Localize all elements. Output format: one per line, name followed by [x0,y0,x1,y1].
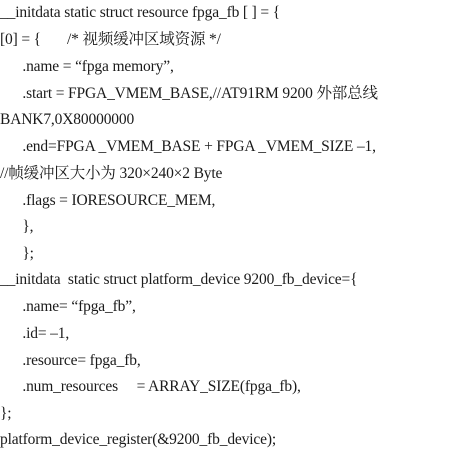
code-line: __initdata static struct resource fpga_fb [ ] = { [0,4,280,21]
code-line: }, [0,218,34,235]
code-line: }; [0,405,12,422]
code-line: .num_resources = ARRAY_SIZE(fpga_fb), [0,378,301,395]
code-line: //帧缓冲区大小为 320×240×2 Byte [0,165,223,182]
code-line: }; [0,245,34,262]
code-line: platform_device_register(&9200_fb_device); [0,431,277,448]
code-line: [0] = { /* 视频缓冲区域资源 */ [0,31,221,48]
code-line: .name= “fpga_fb”, [0,298,136,315]
code-line: __initdata static struct platform_device 9200_fb_device={ [0,271,358,288]
code-line: .name = “fpga memory”, [0,58,174,75]
code-line: .end=FPGA _VMEM_BASE + FPGA _VMEM_SIZE –1, [0,138,376,155]
code-line: .start = FPGA_VMEM_BASE,//AT91RM 9200 外部总线 [0,85,378,102]
code-line: .resource= fpga_fb, [0,352,141,369]
code-line: .id= –1, [0,325,70,342]
code-line: .flags = IORESOURCE_MEM, [0,192,216,209]
code-line: BANK7,0X80000000 [0,111,135,128]
